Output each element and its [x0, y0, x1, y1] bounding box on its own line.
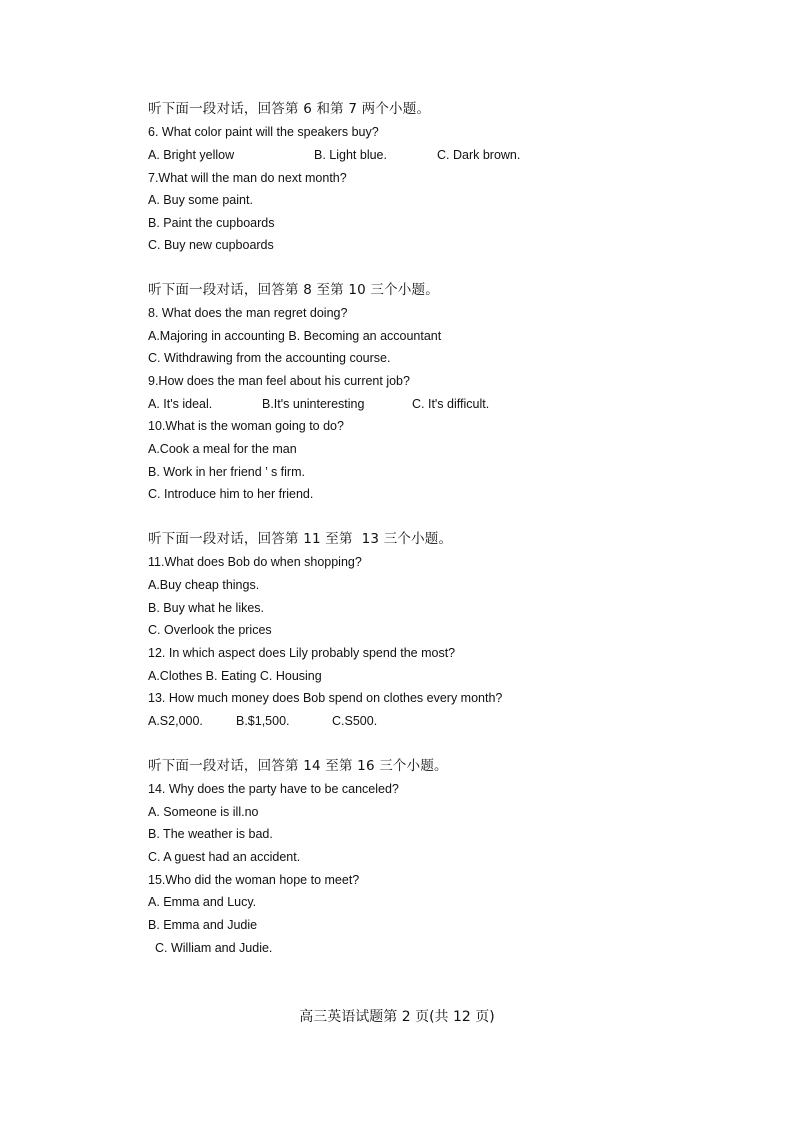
section-heading: 听下面一段对话，回答第 14 至第 16 三个小题。 [148, 758, 448, 774]
q12-options: A.Clothes B. Eating C. Housing [148, 669, 322, 683]
section-heading: 听下面一段对话，回答第 6 和第 7 两个小题。 [148, 101, 431, 117]
question-8: 8. What does the man regret doing? [148, 306, 348, 320]
q8-option-ab: A.Majoring in accounting B. Becoming an accountant [148, 329, 442, 343]
section-heading: 听下面一段对话，回答第 8 至第 10 三个小题。 [148, 282, 439, 298]
q15-option-c: C. William and Judie. [155, 941, 273, 955]
q11-option-c: C. Overlook the prices [148, 623, 272, 637]
q7-option-c: C. Buy new cupboards [148, 238, 274, 252]
section-heading: 听下面一段对话，回答第 11 至第 13 三个小题。 [148, 531, 453, 547]
q13-option-b: B.$1,500. [236, 714, 290, 728]
q14-option-a: A. Someone is ill.no [148, 805, 259, 819]
q6-option-a: A. Bright yellow [148, 148, 235, 162]
q6-option-c: C. Dark brown. [437, 148, 521, 162]
question-10: 10.What is the woman going to do? [148, 419, 344, 433]
question-15: 15.Who did the woman hope to meet? [148, 873, 360, 887]
q7-option-b: B. Paint the cupboards [148, 216, 275, 230]
q11-option-a: A.Buy cheap things. [148, 578, 260, 592]
q8-option-c: C. Withdrawing from the accounting course. [148, 351, 391, 365]
q9-option-c: C. It's difficult. [412, 397, 490, 411]
question-11: 11.What does Bob do when shopping? [148, 555, 362, 569]
q15-option-a: A. Emma and Lucy. [148, 895, 257, 909]
question-6: 6. What color paint will the speakers buy? [148, 125, 379, 139]
page-footer: 高三英语试题第 2 页(共 12 页) [299, 1009, 495, 1025]
q13-option-a: A.S2,000. [148, 714, 203, 728]
q9-option-b: B.It's uninteresting [262, 397, 365, 411]
question-14: 14. Why does the party have to be canceled? [148, 782, 399, 796]
q9-option-a: A. It's ideal. [148, 397, 213, 411]
q7-option-a: A. Buy some paint. [148, 193, 253, 207]
q11-option-b: B. Buy what he likes. [148, 601, 265, 615]
question-7: 7.What will the man do next month? [148, 171, 347, 185]
q10-option-c: C. Introduce him to her friend. [148, 487, 314, 501]
question-12: 12. In which aspect does Lily probably spend the most? [148, 646, 456, 660]
question-9: 9.How does the man feel about his current job? [148, 374, 410, 388]
q15-option-b: B. Emma and Judie [148, 918, 258, 932]
q10-option-b: B. Work in her friend ’ s firm. [148, 465, 305, 479]
q14-option-c: C. A guest had an accident. [148, 850, 301, 864]
q10-option-a: A.Cook a meal for the man [148, 442, 297, 456]
q13-option-c: C.S500. [332, 714, 378, 728]
q14-option-b: B. The weather is bad. [148, 827, 273, 841]
q6-option-b: B. Light blue. [314, 148, 387, 162]
question-13: 13. How much money does Bob spend on clothes every month? [148, 691, 503, 705]
